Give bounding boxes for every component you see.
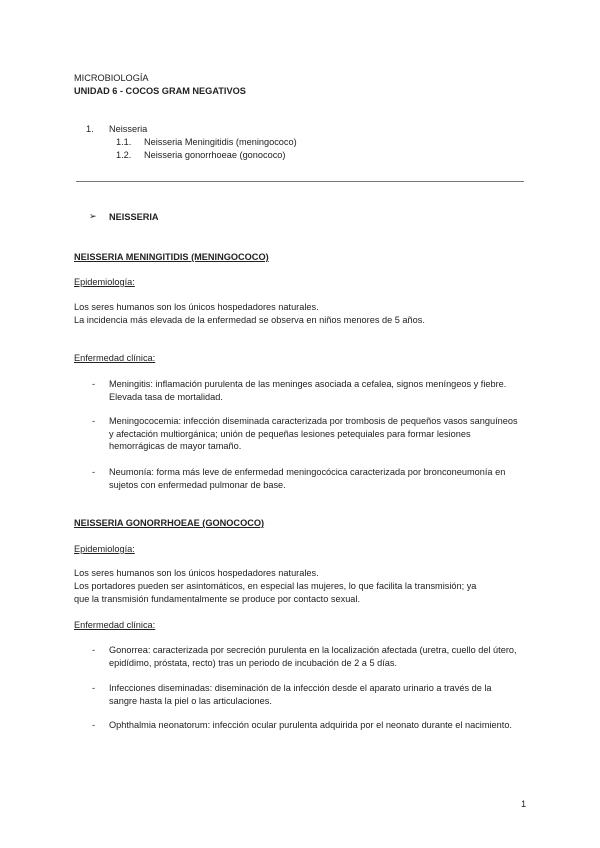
subject-title: MICROBIOLOGÍA (74, 73, 149, 83)
list-dash: - (92, 467, 96, 477)
page-number: 1 (521, 799, 527, 809)
unit-title: UNIDAD 6 - COCOS GRAM NEGATIVOS (74, 86, 246, 96)
toc-item-neisseria: Neisseria (109, 124, 148, 134)
gonorrhoeae-epi-line: que la transmisión fundamentalmente se produce por contacto sexual. (74, 594, 361, 604)
gonorrhoeae-heading: NEISSERIA GONORRHOEAE (GONOCOCO) (74, 518, 265, 528)
toc-item-number: 1. (86, 124, 94, 134)
toc-subitem-meningitidis: Neisseria Meningitidis (meningococo) (144, 137, 297, 147)
meningitidis-heading: NEISSERIA MENINGITIDIS (MENINGOCOCO) (74, 252, 269, 262)
list-dash: - (92, 379, 96, 389)
gonorrhoeae-clinical-item: Gonorrea: caracterizada por secreción purulenta en la localización afectada (uretra, cuello del útero, epidídimo, próstata, recto) tras un periodo de incubación de 2 a 5 días. (109, 645, 517, 668)
toc-subitem-number: 1.1. (116, 137, 132, 147)
meningitidis-clinical-label: Enfermedad clínica: (74, 353, 156, 363)
arrow-bullet-icon: ➢ (89, 211, 97, 221)
toc-subitem-number: 1.2. (116, 150, 132, 160)
meningitidis-epi-line: Los seres humanos son los únicos hospedadores naturales. (74, 302, 319, 312)
meningitidis-clinical-item: Meningitis: inflamación purulenta de las meninges asociada a cefalea, signos meníngeos y fiebre. Elevada tasa de mortalidad. (109, 379, 507, 402)
list-dash: - (92, 416, 96, 426)
gonorrhoeae-clinical-item: Infecciones diseminadas: diseminación de la infección desde el aparato urinario a través de la sangre hasta la piel o las articulaciones. (109, 683, 492, 706)
gonorrhoeae-epidemiology-label: Epidemiología: (74, 544, 135, 554)
list-dash: - (92, 645, 96, 655)
gonorrhoeae-epi-line: Los seres humanos son los únicos hospedadores naturales. (74, 568, 319, 578)
section-title: NEISSERIA (109, 212, 159, 222)
horizontal-divider (76, 181, 524, 182)
gonorrhoeae-epi-line: Los portadores pueden ser asintomáticos, en especial las mujeres, lo que facilita la transmisión; ya (74, 581, 477, 591)
list-dash: - (92, 720, 96, 730)
toc-subitem-gonorrhoeae: Neisseria gonorrhoeae (gonococo) (144, 150, 286, 160)
meningitidis-clinical-item: Meningococemia: infección diseminada caracterizada por trombosis de pequeños vasos sanguíneos y afectación multiorgánica; unión de pequeñas lesiones petequiales para formar lesiones hemorrágicas de mayor tamaño. (109, 416, 518, 451)
meningitidis-clinical-item: Neumonía: forma más leve de enfermedad meningocócica caracterizada por bronconeumonía en sujetos con enfermedad pulmonar de base. (109, 467, 506, 490)
list-dash: - (92, 683, 96, 693)
gonorrhoeae-clinical-item: Ophthalmia neonatorum: infección ocular purulenta adquirida por el neonato durante el nacimiento. (109, 720, 512, 730)
meningitidis-epi-line: La incidencia más elevada de la enfermedad se observa en niños menores de 5 años. (74, 315, 425, 325)
meningitidis-epidemiology-label: Epidemiología: (74, 277, 135, 287)
gonorrhoeae-clinical-label: Enfermedad clínica: (74, 620, 156, 630)
